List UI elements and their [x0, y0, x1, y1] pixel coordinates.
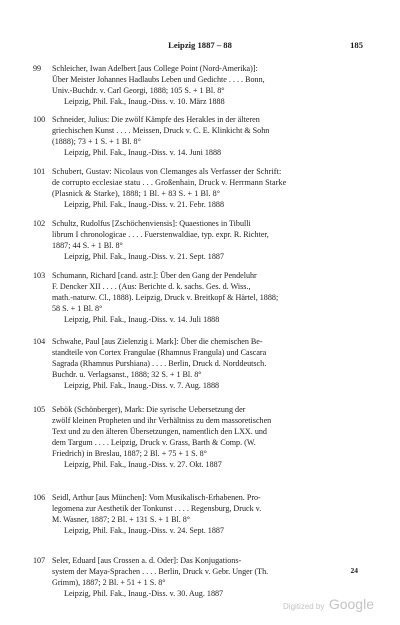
entry-number: 101 [33, 167, 46, 176]
entry-body [52, 218, 369, 262]
entry-line: 58 S. + 1 Bl. 8° [52, 304, 103, 314]
entry-line: Friedrich) in Breslau, 1887; 2 Bl. + 75 + 1 S. 8° [52, 449, 207, 459]
entry-publication: Leipzig, Phil. Fak., Inaug.-Diss. v. 14. Juni 1888 [64, 148, 222, 158]
signature-mark: 24 [350, 566, 358, 575]
entry-line: Seidl, Arthur [aus München]: Vom Musikalisch-Erhabenen. Pro- [52, 493, 261, 502]
entry-body [52, 404, 369, 471]
entry-line: Über Meister Johannes Hadlaubs Leben und Gedichte . . . . Bonn, [52, 75, 265, 85]
entry-line: dem Targum . . . . Leipzig, Druck v. Grass, Barth & Comp. (W. [52, 438, 256, 448]
entry-line: F. Dencker XII . . . . (Aus: Berichte d. k. sachs. Ges. d. Wiss., [52, 282, 251, 292]
entry-line: Schultz, Rudolfus [Zschöchenviensis]: Quaestiones in Tibulli [52, 219, 251, 228]
entry-line: standteile von Cortex Frangulae (Rhamnus Frangula) und Cascara [52, 348, 267, 358]
entry-publication: Leipzig, Phil. Fak., Inaug.-Diss. v. 21. Sept. 1887 [64, 252, 224, 262]
entry-line: zwölf kleinen Propheten und ihr Verhältniss zu dem massoretischen [52, 416, 272, 426]
entry-body [52, 63, 369, 107]
entry-line: Sebök (Schönberger), Mark: Die syrische Uebersetzung der [52, 405, 246, 414]
entry-line: (Plasnick & Starke), 1888; 1 Bl. + 83 S. + 1 Bl. 8° [52, 189, 221, 199]
entry-line: griechischen Kunst . . . . Meissen, Druck v. C. E. Klinkicht & Sohn [52, 126, 270, 136]
google-watermark [283, 596, 374, 614]
entry-publication: Leipzig, Phil. Fak., Inaug.-Diss. v. 30. Aug. 1887 [64, 589, 224, 599]
entry-publication: Leipzig, Phil. Fak., Inaug.-Diss. v. 10. März 1888 [64, 97, 225, 107]
entry-body [52, 166, 369, 210]
running-header [0, 40, 400, 54]
entry-number: 107 [33, 556, 46, 565]
entry-body [52, 555, 369, 599]
entry-line: Sagrada (Rhamnus Purshiana) . . . . Berlin, Druck d. Norddeutsch. [52, 359, 267, 369]
entry-publication: Leipzig, Phil. Fak., Inaug.-Diss. v. 14. Juli 1888 [64, 315, 220, 325]
entry-body [52, 270, 369, 325]
entry-line: Schneider, Julius: Die zwölf Kämpfe des Herakles in der älteren [52, 115, 260, 124]
entry-line: Buchdr. u. Verlagsanst., 1888; 32 S. + 1 Bl. 8° [52, 370, 202, 380]
entry-line: librum I chronologicae . . . . Fuerstenwaldiae, typ. expr. R. Richter, [52, 230, 269, 240]
page-number: 185 [350, 40, 363, 50]
entry-line: Seler, Eduard [aus Crossen a. d. Oder]: Das Konjugations- [52, 556, 242, 565]
entry-body [52, 336, 369, 391]
watermark-brand: Google [328, 596, 374, 612]
entry-line: 1887; 44 S. + 1 Bl. 8° [52, 241, 123, 251]
entry-line: Schleicher, Iwan Adelbert [aus College Point (Nord-Amerika)]: [52, 64, 258, 73]
watermark-prefix: Digitized by [283, 602, 325, 611]
entry-line: M. Wasner, 1887; 2 Bl. + 131 S. + 1 Bl. 8° [52, 515, 191, 525]
entry-line: (1888); 73 + 1 S. + 1 Bl. 8° [52, 137, 141, 147]
entry-number: 105 [33, 405, 46, 414]
entry-line: Text und zu den älteren Übersetzungen, namentlich den LXX. und [52, 427, 267, 437]
entry-line: Univ.-Buchdr. v. Carl Georgi, 1888; 105 S. + 1 Bl. 8° [52, 86, 225, 96]
entry-number: 103 [33, 271, 46, 280]
entry-line: Schwahe, Paul [aus Zielenzig i. Mark]: Über die chemischen Be- [52, 337, 263, 346]
entry-publication: Leipzig, Phil. Fak., Inaug.-Diss. v. 24. Sept. 1887 [64, 526, 224, 536]
entry-line: Grimm), 1887; 2 Bl. + 51 + 1 S. 8° [52, 578, 166, 588]
entry-publication: Leipzig, Phil. Fak., Inaug.-Diss. v. 27. Okt. 1887 [64, 460, 222, 470]
entry-body [52, 114, 369, 158]
header-title: Leipzig 1887 – 88 [168, 40, 232, 50]
entry-number: 100 [33, 115, 46, 124]
entry-line: system der Maya-Sprachen . . . . Berlin, Druck v. Gebr. Unger (Th. [52, 567, 269, 577]
entry-number: 99 [33, 64, 42, 73]
entry-line: de corrupto ecclesiae statu . . . Großenhain, Druck v. Herrmann Starke [52, 178, 287, 188]
entry-publication: Leipzig, Phil. Fak., Inaug.-Diss. v. 7. Aug. 1888 [64, 381, 220, 391]
entry-number: 104 [33, 337, 46, 346]
entry-line: math.-naturw. Cl., 1888). Leipzig, Druck v. Breitkopf & Härtel, 1888; [52, 293, 279, 303]
entry-publication: Leipzig, Phil. Fak., Inaug.-Diss. v. 21. Febr. 1888 [64, 200, 224, 210]
entry-number: 102 [33, 219, 46, 228]
entry-line: Schumann, Richard [cand. astr.]: Über den Gang der Pendeluhr [52, 271, 257, 280]
entry-line: Schubert, Gustav: Nicolaus von Clemanges als Verfasser der Schrift: [52, 167, 282, 176]
entry-number: 106 [33, 493, 46, 502]
entry-body [52, 492, 369, 536]
entry-line: legomena zur Aesthetik der Tonkunst . . . . Regensburg, Druck v. [52, 504, 262, 514]
